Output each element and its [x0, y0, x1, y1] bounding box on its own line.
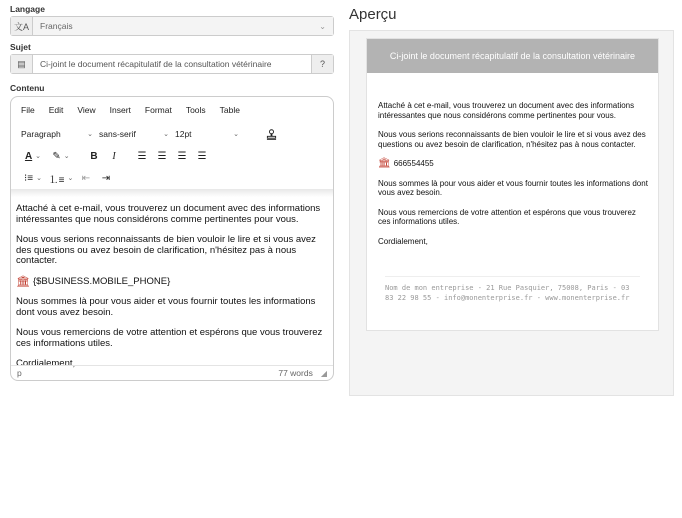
bold-icon[interactable]: B — [90, 150, 98, 162]
content-label: Contenu — [10, 83, 45, 93]
menu-insert[interactable]: Insert — [109, 105, 131, 115]
subject-field[interactable] — [10, 54, 334, 74]
align-justify-icon[interactable]: ☰ — [197, 150, 207, 162]
chevron-down-icon: ⌄ — [35, 153, 42, 160]
editor-content[interactable] — [11, 197, 333, 370]
email-header: Ci-joint le document récapitulatif de la consultation vétérinaire — [367, 39, 658, 73]
chevron-down-icon: ⌄ — [319, 21, 326, 31]
subject-input[interactable]: Ci-joint le document récapitulatif de la consultation vétérinaire — [40, 59, 272, 69]
menu-table[interactable]: Table — [219, 105, 240, 115]
email-paragraph: Nous vous serions reconnaissants de bien vouloir le lire et si vous avez des questions ou avez besoin de clarification, n'hésitez pas à nous contacter. — [378, 130, 646, 149]
subject-label: Sujet — [10, 42, 31, 52]
editor-paragraph: Cordialement, — [16, 358, 76, 369]
email-phone: 666554455 — [393, 159, 434, 168]
font-size-select[interactable] — [175, 125, 245, 143]
editor-paragraph: Nous vous remercions de votre attention et espérons que vous trouverez ces informations utiles. — [16, 327, 323, 349]
editor-paragraph: Attaché à cet e-mail, vous trouverez un document avec des informations intéressantes que nous considérons comme pertinentes pour vous. — [16, 203, 321, 225]
rich-text-editor — [10, 96, 334, 381]
language-label: Langage — [10, 4, 45, 14]
email-paragraph: Cordialement, — [378, 236, 428, 246]
chevron-down-icon: ⌄ — [163, 131, 169, 138]
editor-toolbar-row-1 — [11, 123, 333, 145]
toolbar-divider — [11, 189, 333, 197]
font-family-value: sans-serif — [99, 129, 136, 139]
email-phone-line — [378, 159, 648, 169]
editor-statusbar — [11, 365, 333, 380]
language-value: Français — [40, 21, 73, 31]
menu-tools[interactable]: Tools — [185, 105, 206, 115]
element-path[interactable]: p — [17, 368, 22, 378]
editor-paragraph: Nous sommes là pour vous aider et vous fournir toutes les informations dont vous avez besoin. — [16, 296, 316, 318]
editor-menubar — [11, 97, 333, 123]
indent-icon[interactable]: ⇥ — [101, 172, 111, 184]
menu-format[interactable]: Format — [144, 105, 172, 115]
highlight-icon[interactable]: ✎ ⌄ — [52, 150, 70, 162]
menu-edit[interactable]: Edit — [48, 105, 64, 115]
chevron-down-icon: ⌄ — [36, 175, 42, 182]
italic-icon[interactable]: I — [112, 150, 116, 162]
align-left-icon[interactable]: ☰ — [137, 150, 147, 162]
font-family-select[interactable] — [99, 125, 175, 143]
resize-handle-icon[interactable]: ◢ — [320, 368, 327, 378]
font-size-value: 12pt — [175, 129, 192, 139]
document-icon: ▤ — [11, 55, 33, 73]
email-paragraph: Nous vous remercions de votre attention et espérons que vous trouverez ces informations utiles. — [378, 207, 636, 226]
chevron-down-icon: ⌄ — [67, 175, 74, 182]
text-color-icon[interactable]: A ⌄ — [24, 150, 42, 162]
bank-icon: 🏛 — [378, 158, 391, 169]
block-format-select[interactable] — [21, 125, 99, 143]
question-circle-icon[interactable]: ? — [311, 55, 333, 73]
email-paragraph: Attaché à cet e-mail, vous trouverez un document avec des informations intéressantes que nous considérons comme pertinentes pour vous. — [378, 101, 635, 120]
block-format-value: Paragraph — [21, 129, 61, 139]
editor-paragraph: Nous vous serions reconnaissants de bien vouloir le lire et si vous avez des questions ou avez besoin de clarification, n'hésitez pas à nous contacter. — [16, 234, 316, 266]
word-count[interactable]: 77 words — [278, 368, 313, 378]
preview-title: Aperçu — [349, 6, 397, 23]
email-preview — [366, 38, 659, 331]
bank-icon: 🏛 — [16, 275, 30, 288]
translate-icon: 文A — [11, 17, 33, 35]
chevron-down-icon: ⌄ — [87, 131, 93, 138]
email-paragraph: Nous sommes là pour vous aider et vous fournir toutes les informations dont vous avez besoin. — [378, 178, 648, 197]
menu-view[interactable]: View — [77, 105, 96, 115]
email-footer: Nom de mon entreprise - 21 Rue Pasquier, 75008, Paris - 03 83 22 98 55 - info@monenterprise.fr - www.monenterprise.fr — [385, 284, 630, 302]
editor-toolbar-row-3 — [11, 167, 333, 189]
language-select[interactable] — [10, 16, 334, 36]
preview-panel — [349, 30, 674, 396]
bullet-list-icon[interactable]: ⁝≡ ⌄ — [24, 172, 42, 184]
align-right-icon[interactable]: ☰ — [177, 150, 187, 162]
editor-toolbar-row-2 — [11, 145, 333, 167]
chevron-down-icon: ⌄ — [63, 153, 70, 160]
outdent-icon[interactable]: ⇤ — [81, 172, 91, 184]
editor-phone-line — [16, 277, 327, 288]
align-center-icon[interactable]: ☰ — [157, 150, 167, 162]
chevron-down-icon: ⌄ — [233, 131, 239, 138]
stamp-icon[interactable] — [263, 125, 279, 143]
phone-placeholder: {$BUSINESS.MOBILE_PHONE} — [32, 275, 171, 287]
numbered-list-icon[interactable]: ⒈≡ ⌄ — [48, 174, 74, 186]
email-body — [367, 73, 658, 246]
menu-file[interactable]: File — [21, 105, 35, 115]
